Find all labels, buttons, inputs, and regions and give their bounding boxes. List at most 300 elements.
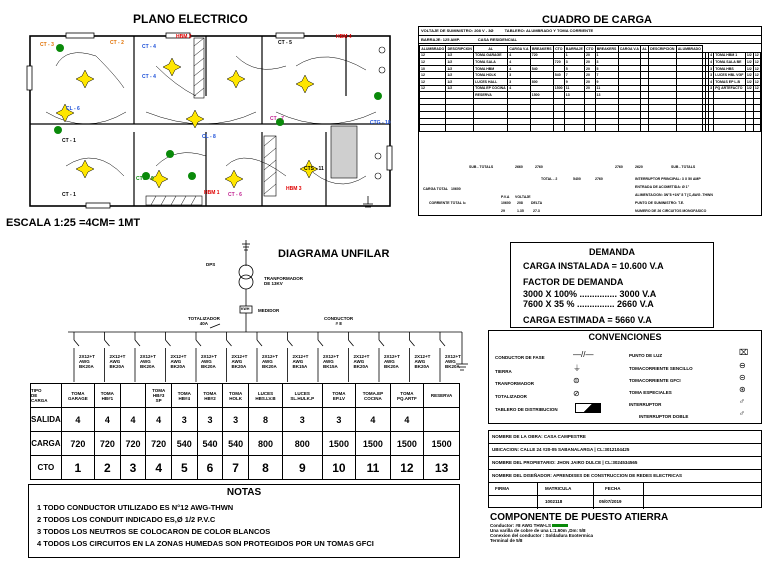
- info-fecha: FECHA: [605, 486, 621, 491]
- circuit-cell-salida: 4: [146, 408, 172, 432]
- load-table-empty-cell: [564, 125, 584, 132]
- legend-interruptor: INTERRUPTOR: [629, 402, 662, 407]
- plan-label-ct3: CT - 3: [40, 42, 54, 48]
- load-table-cell: 12: [420, 52, 446, 59]
- carga-label: CARGA: [31, 432, 62, 456]
- legend-toma-especial: TOMA ESPECIALES: [629, 390, 672, 395]
- info-firma: FIRMA: [495, 486, 510, 491]
- load-table-cell: [714, 92, 746, 99]
- demand-box: [510, 242, 714, 328]
- note-4: 4 TODOS LOS CIRCUITOS EN LA ZONAS HUMEDAS SON PROTEGIDOS POR UN TOMAS GFCI: [37, 539, 374, 548]
- branch-breaker: [288, 340, 293, 346]
- load-table-empty-cell: [420, 105, 446, 112]
- load-table-empty-cell: [530, 111, 553, 118]
- load-table-empty-row: [420, 118, 761, 125]
- load-table-empty-cell: [676, 111, 702, 118]
- load-header-cell: AL: [474, 46, 508, 53]
- circuit-cell-carga: 540: [171, 432, 197, 456]
- load-table-empty-cell: [420, 118, 446, 125]
- load-table-empty-cell: [595, 111, 618, 118]
- load-table-cell: 20: [585, 78, 596, 85]
- load-table-empty-cell: [648, 118, 676, 125]
- ground-icon: ⏚: [573, 364, 581, 373]
- load-table-cell: [618, 78, 641, 85]
- load-table-cell: 11: [564, 85, 584, 92]
- info-propietario: NOMBRE DEL PROPIETARIO: JHON JAIRO DULCE | CL:3024534565: [489, 457, 761, 470]
- load-table-cell: 5: [564, 65, 584, 72]
- legend-box: [488, 330, 762, 424]
- load-table-cell: 1/2: [746, 73, 752, 78]
- load-table-cell: [508, 92, 531, 99]
- load-table-cell: [585, 92, 596, 99]
- load-table-cell: 800: [530, 78, 553, 85]
- load-table-empty-cell: [446, 118, 474, 125]
- load-table-cell: 5: [595, 65, 618, 72]
- info-divider-3: [643, 483, 644, 509]
- notes-box: [28, 484, 460, 558]
- legend-toma-gfci: TOMACORRIENTE GFCI: [629, 378, 681, 383]
- plan-label-ct6: CT - 6: [228, 192, 242, 198]
- floor-plan: [6, 26, 408, 216]
- circuit-cell-cto: 2: [95, 456, 121, 480]
- load-table-cell: 720: [553, 59, 564, 66]
- breaker-label: 2X12+T AWG BK15A: [292, 354, 309, 369]
- circuit-cell-salida: 3: [197, 408, 223, 432]
- load-table-empty-cell: [585, 111, 596, 118]
- plan-label-ct4b: CT - 4: [142, 74, 156, 80]
- total-value-1: 5400: [573, 177, 581, 181]
- info-ubicacion: UBICACION: CALLE 24 #20-05 SABANALARGA | CL:3012104425: [489, 444, 761, 457]
- circuit-cell-carga: 540: [197, 432, 223, 456]
- circuit-row-carga: [31, 432, 460, 456]
- circuit-cell-tipos: LUCES SL.HULK.P: [282, 384, 322, 408]
- plan-label-hbm1: HBM 1: [204, 190, 220, 196]
- load-table-empty-cell: [641, 118, 649, 125]
- circuit-cell-tipos: RESERVA: [424, 384, 460, 408]
- load-table-row: [420, 65, 761, 72]
- branch-breaker: [196, 340, 201, 346]
- load-table-empty-cell: [564, 111, 584, 118]
- circuit-cell-tipos: [120, 384, 146, 408]
- load-table-empty-cell: [648, 125, 676, 132]
- load-table-cell: 3: [595, 59, 618, 66]
- legend-toma-sencillo: TOMACORRIENTE SENCILLO: [629, 366, 693, 371]
- load-table-empty-cell: [745, 118, 753, 125]
- green-conductor-swatch: [552, 524, 568, 527]
- right-note-2: ENTRADA DE ACOMETIDA: Ø 1": [635, 185, 690, 189]
- load-table-empty-cell: [753, 118, 760, 125]
- plan-label-ct1a: CT - 1: [62, 138, 76, 144]
- breaker-label: 2X12+T AWG BK20A: [140, 354, 156, 369]
- load-table-empty-cell: [508, 118, 531, 125]
- dps-label: DPS: [206, 262, 216, 267]
- circuit-cell-carga: 720: [120, 432, 146, 456]
- grounding-line-4: Terminal de 5/8: [490, 538, 523, 543]
- load-table-empty-cell: [641, 125, 649, 132]
- plan-label-hbm2: HBM 2: [176, 34, 192, 40]
- circuit-cell-cto: 8: [248, 456, 282, 480]
- circuit-cell-carga: 800: [248, 432, 282, 456]
- load-table-empty-cell: [585, 125, 596, 132]
- load-table-empty-cell: [676, 105, 702, 112]
- load-table-empty-cell: [553, 98, 564, 105]
- breaker-label: 2X12+T AWG BK20A: [262, 354, 278, 369]
- circuit-cell-salida: 4: [356, 408, 390, 432]
- plan-label-cts11: CTS - 11: [304, 166, 324, 172]
- load-table-cell: 4: [710, 79, 713, 84]
- circuit-cell-carga: 720: [146, 432, 172, 456]
- circuit-cell-salida: 3: [171, 408, 197, 432]
- load-table-empty-cell: [753, 111, 760, 118]
- totalizador-label: TOTALIZADOR 40A: [188, 316, 220, 326]
- pva-label: P.V.A: [501, 195, 510, 199]
- cto-label: CTO: [31, 456, 62, 480]
- plan-title: PLANO ELECTRICO: [133, 12, 248, 26]
- unifilar-title: DIAGRAMA UNFILAR: [278, 248, 390, 260]
- load-table-empty-cell: [676, 98, 702, 105]
- load-table-empty-cell: [530, 98, 553, 105]
- small-val-3: 27.3: [533, 209, 540, 213]
- load-table-row: [420, 72, 761, 79]
- load-table-grid: [419, 45, 761, 132]
- load-table-cell: 4: [508, 65, 531, 72]
- load-table-cell: [753, 92, 760, 99]
- breaker-label: 2X12+T AWG BK20A: [170, 354, 187, 369]
- circuit-row-salida: [31, 408, 460, 432]
- load-table-empty-cell: [508, 98, 531, 105]
- load-table-empty-cell: [564, 98, 584, 105]
- load-table-cell: 13: [564, 92, 584, 99]
- load-table-cell: 4: [710, 53, 713, 58]
- load-table-empty-cell: [618, 105, 641, 112]
- load-table-cell: [641, 59, 649, 66]
- load-table-cell: 11: [595, 85, 618, 92]
- load-table-body: [420, 46, 761, 132]
- load-table-cell: [676, 85, 702, 92]
- load-table-cell: 720: [530, 52, 553, 59]
- load-table-empty-cell: [530, 105, 553, 112]
- load-table-cell: 1/2: [746, 86, 752, 91]
- subtotal-left-value-1: 2660: [515, 165, 523, 169]
- load-table-cell: TOMA GARAGE: [474, 52, 508, 59]
- branch-breaker: [318, 340, 323, 346]
- load-table-empty-cell: [530, 125, 553, 132]
- load-table-cell: 4: [508, 85, 531, 92]
- load-table-cell: 1/2: [746, 53, 752, 58]
- load-header-cell: AL: [642, 46, 647, 51]
- load-table-empty-cell: [753, 125, 760, 132]
- load-table-empty-cell: [648, 111, 676, 118]
- load-table-cell: 4: [508, 59, 531, 66]
- load-header-cell: CTO: [586, 46, 594, 51]
- load-table-cell: [641, 92, 649, 99]
- plan-label-ct4a: CT - 4: [142, 44, 156, 50]
- load-table-cell: TOMAS EP L.B: [714, 78, 746, 85]
- load-table-cell: 12: [754, 86, 759, 91]
- right-note-4: PUNTO DE SUMINISTRO: T.E.: [635, 201, 685, 205]
- load-table-cell: LUCES HBL VGF: [714, 72, 746, 79]
- circuit-cell-tipos: TOMA HB#2: [197, 384, 223, 408]
- load-header-cell: BREAKERS: [531, 46, 552, 51]
- branch-breaker: [257, 340, 262, 346]
- legend-conductor-fase: CONDUCTOR DE FASE: [495, 355, 545, 360]
- light-point-icon: ⌧: [739, 348, 749, 357]
- breaker-label: 2X12+T AWG BK20A: [414, 354, 431, 369]
- load-table-cell: [648, 78, 676, 85]
- grounding-line-3: Conexion del conductor : Soldadura Exotermica: [490, 533, 594, 538]
- load-table-empty-cell: [585, 105, 596, 112]
- load-table-empty-cell: [564, 105, 584, 112]
- transformer-label: TRANFORMADOR DE 13KV: [264, 276, 303, 286]
- circuit-cell-carga: 540: [223, 432, 249, 456]
- load-table-empty-cell: [714, 125, 746, 132]
- load-table-cell: 12: [754, 79, 759, 84]
- load-table-cell: 1/2: [746, 66, 752, 71]
- load-table-subheader: [419, 36, 761, 44]
- load-table-cell: TOMA HBS: [714, 65, 746, 72]
- load-table-cell: 1/2: [746, 59, 752, 64]
- load-table-cell: RESERVA: [474, 92, 508, 99]
- load-table-cell: 20: [585, 85, 596, 92]
- circuit-cell-salida: 4: [61, 408, 94, 432]
- load-table-cell: [676, 72, 702, 79]
- circuit-cell-cto: 5: [171, 456, 197, 480]
- load-table-cell: 3: [710, 73, 713, 78]
- load-table-cell: TOMA SALA BE: [714, 59, 746, 66]
- load-table-cell: [676, 52, 702, 59]
- branch-breaker: [227, 340, 232, 346]
- load-table-cell: 7: [595, 72, 618, 79]
- carga-total-value: 10600: [451, 187, 461, 191]
- total-value-2: 2760: [595, 177, 603, 181]
- plan-label-hbm3: HBM 3: [286, 186, 302, 192]
- load-table-cell: [676, 78, 702, 85]
- load-table-empty-cell: [648, 98, 676, 105]
- branch-breaker: [410, 340, 415, 346]
- demand-estimada: CARGA ESTIMADA = 5660 V.A: [523, 315, 652, 325]
- load-table-cell: [618, 85, 641, 92]
- breaker-label: 2X12+T AWG BK20A: [79, 354, 95, 369]
- circuit-cell-carga: 720: [95, 432, 121, 456]
- voltaje-label: VOLTAJE: [515, 195, 531, 199]
- total-label: TOTAL - 2: [541, 177, 558, 181]
- note-2: 2 TODOS LOS CONDUIT INDICADO ES,Ø 1/2 P.V.C: [37, 515, 216, 524]
- branch-breaker: [74, 340, 79, 346]
- load-table-cell: 12: [420, 78, 446, 85]
- barraje-text: BARRAJE: 125 AMP.: [421, 37, 460, 42]
- circuit-cell-salida: 4: [120, 408, 146, 432]
- load-table-cell: 20: [585, 59, 596, 66]
- casa-text: CASA RESIDENCIAL: [477, 37, 518, 42]
- load-table-cell: [530, 72, 553, 79]
- project-info-box: [488, 430, 762, 508]
- plan-label-hbm4: HBM 4: [336, 34, 352, 40]
- circuit-cell-tipos: TOMA HB#1: [95, 384, 121, 408]
- plan-label-ct2: CT - 2: [110, 40, 124, 46]
- load-table-cell: [553, 92, 564, 99]
- load-table-empty-cell: [595, 105, 618, 112]
- plan-label-ctg10: CTG - 10: [370, 120, 391, 126]
- circuit-cell-salida: 3: [322, 408, 356, 432]
- single-line-drawing: [30, 236, 480, 384]
- load-table-cell: [648, 92, 676, 99]
- load-header-cell: CTO: [555, 46, 563, 51]
- load-table-cell: TOMA HBM 1: [714, 52, 746, 59]
- load-table-cell: [618, 65, 641, 72]
- load-table-empty-cell: [420, 111, 446, 118]
- load-table-cell: TOMA HBM: [474, 65, 508, 72]
- legend-interruptor-doble: INTERRUPTOR DOBLE: [639, 414, 689, 419]
- circuit-cell-cto: 13: [424, 456, 460, 480]
- load-table-cell: 1/2: [446, 52, 474, 59]
- load-table-empty-cell: [745, 111, 753, 118]
- load-table-empty-cell: [553, 105, 564, 112]
- load-table-empty-cell: [420, 98, 446, 105]
- grounding-line-1-text: Conductor: #8 AWG THW-LS: [490, 523, 551, 528]
- circuit-cell-salida: 4: [390, 408, 424, 432]
- load-table-cell: 1500: [554, 86, 563, 91]
- demand-title: DEMANDA: [589, 247, 635, 257]
- subtotal-right-value-1: 2760: [615, 165, 623, 169]
- note-1: 1 TODO CONDUCTOR UTILIZADO ES N°12 AWG-THWN: [37, 503, 234, 512]
- salida-label: SALIDA: [31, 408, 62, 432]
- load-table-empty-cell: [745, 125, 753, 132]
- load-table-empty-cell: [714, 118, 746, 125]
- load-table-empty-cell: [553, 111, 564, 118]
- plan-label-ctg9: CTG - 9: [136, 176, 154, 182]
- outlet-icon: ⊖: [739, 361, 746, 370]
- circuit-cell-carga: 1500: [322, 432, 356, 456]
- tipo-label: TIPO DE CARGA: [31, 384, 62, 408]
- subtotal-right-value-2: 2620: [635, 165, 643, 169]
- breaker-icon: ⊘: [573, 389, 580, 398]
- load-table-row: [420, 85, 761, 92]
- load-table-empty-cell: [676, 125, 702, 132]
- notes-title: NOTAS: [226, 487, 262, 498]
- branch-breaker: [105, 340, 110, 346]
- load-table-cell: 12: [754, 66, 759, 71]
- branch-breaker: [379, 340, 384, 346]
- load-header-cell: DESCRIPCION: [447, 46, 472, 51]
- small-val-2: 1.35: [517, 209, 524, 213]
- legend-transformador: TRANFORMADOR: [495, 381, 534, 386]
- load-table-cell: 540: [553, 72, 564, 79]
- breaker-label: 2X12+T AWG BK20A: [384, 354, 400, 369]
- info-obra: NOMBRE DE LA OBRA: CASA CAMPESTRE: [489, 431, 761, 444]
- circuit-cell-carga: 1500: [356, 432, 390, 456]
- breaker-label: 2X12+T AWG BK15A: [323, 354, 339, 369]
- load-table-cell: 1: [595, 52, 618, 59]
- circuit-cell-salida: [424, 408, 460, 432]
- load-table-cell: [618, 52, 641, 59]
- load-table-cell: 7: [564, 72, 584, 79]
- grounding-title: COMPONENTE DE PUESTO ATIERRA: [490, 512, 669, 523]
- demand-instalada: CARGA INSTALADA = 10.600 V.A: [523, 261, 664, 271]
- circuit-cell-tipos: LUCES HBS.LV.B: [248, 384, 282, 408]
- legend-title: CONVENCIONES: [588, 332, 662, 342]
- circuit-cell-carga: 1500: [390, 432, 424, 456]
- demand-line-1: 3000 X 100% ............... 3000 V.A: [523, 289, 657, 299]
- load-table-empty-cell: [508, 105, 531, 112]
- load-table-empty-cell: [564, 118, 584, 125]
- load-table-cell: [553, 65, 564, 72]
- load-header-cell: BARRAJE: [565, 46, 583, 51]
- load-table-empty-cell: [641, 105, 649, 112]
- plan-label-cl8: CL - 8: [202, 134, 216, 140]
- panel-board-icon: [575, 403, 601, 413]
- info-signature-row: [489, 483, 761, 496]
- load-table-cell: [553, 52, 564, 59]
- load-table-cell: 9: [595, 78, 618, 85]
- demand-factor: FACTOR DE DEMANDA: [523, 277, 624, 287]
- circuit-table: [30, 383, 460, 480]
- load-table-empty-cell: [641, 98, 649, 105]
- load-table-cell: PQ ARTEFACTO: [714, 85, 746, 92]
- breaker-label: 2X12+T AWG BK20A: [109, 354, 126, 369]
- load-table-cell: 12: [754, 53, 759, 58]
- load-table-empty-cell: [676, 118, 702, 125]
- load-table-empty-cell: [595, 118, 618, 125]
- load-table-empty-cell: [446, 111, 474, 118]
- load-table-cell: 12: [420, 72, 446, 79]
- circuit-cell-cto: 12: [390, 456, 424, 480]
- load-table-cell: TOMA EP COCINA: [474, 85, 508, 92]
- special-outlet-icon: ⊛: [739, 385, 746, 394]
- load-table-empty-cell: [474, 118, 508, 125]
- load-table-empty-cell: [508, 111, 531, 118]
- load-header-cell: ALUMBRADO: [677, 46, 701, 51]
- demand-line-2: 7600 X 35 % ............... 2660 V.A: [523, 299, 654, 309]
- load-table-cell: [648, 65, 676, 72]
- kwh-label: KWH: [241, 307, 250, 311]
- load-table-cell: TOMA HOLK: [474, 72, 508, 79]
- load-table-cell: 1/2: [446, 72, 474, 79]
- phase-conductor-icon: —//—: [573, 350, 594, 359]
- load-table-empty-cell: [585, 118, 596, 125]
- load-table-empty-cell: [585, 98, 596, 105]
- load-table-empty-cell: [745, 105, 753, 112]
- delta-label: DELTA: [531, 201, 543, 205]
- load-table-row: [420, 59, 761, 66]
- load-table-empty-cell: [553, 125, 564, 132]
- load-table-cell: LUCES HALL: [474, 78, 508, 85]
- legend-tierra: TIERRA: [495, 369, 512, 374]
- circuit-cell-carga: 720: [61, 432, 94, 456]
- note-3: 3 TODOS LOS NEUTROS SE COLOCARON DE COLOR BLANCOS: [37, 527, 271, 536]
- load-table-empty-cell: [753, 105, 760, 112]
- load-table-empty-cell: [595, 125, 618, 132]
- circuit-cell-cto: 10: [322, 456, 356, 480]
- circuit-cell-cto: 4: [146, 456, 172, 480]
- info-matricula-value: 1002118: [545, 499, 563, 504]
- load-table-empty-cell: [474, 105, 508, 112]
- load-header-cell: CARGA V.A: [619, 46, 639, 51]
- load-table-cell: TOMA SALA: [474, 59, 508, 66]
- load-table-empty-cell: [530, 118, 553, 125]
- branch-breaker: [349, 340, 354, 346]
- grounding-section: [490, 512, 760, 543]
- load-table-empty-cell: [446, 125, 474, 132]
- load-table-cell: [648, 72, 676, 79]
- plan-label-ct5: CT - 5: [278, 40, 292, 46]
- circuit-cell-carga: 1500: [424, 432, 460, 456]
- load-table-row: [420, 92, 761, 99]
- subtotal-left-label: SUB - TOTALS: [469, 165, 494, 169]
- load-table-empty-cell: [618, 98, 641, 105]
- load-table-cell: 20: [585, 65, 596, 72]
- breaker-label: 2X12+T AWG BK20A: [231, 354, 248, 369]
- load-table-empty-row: [420, 105, 761, 112]
